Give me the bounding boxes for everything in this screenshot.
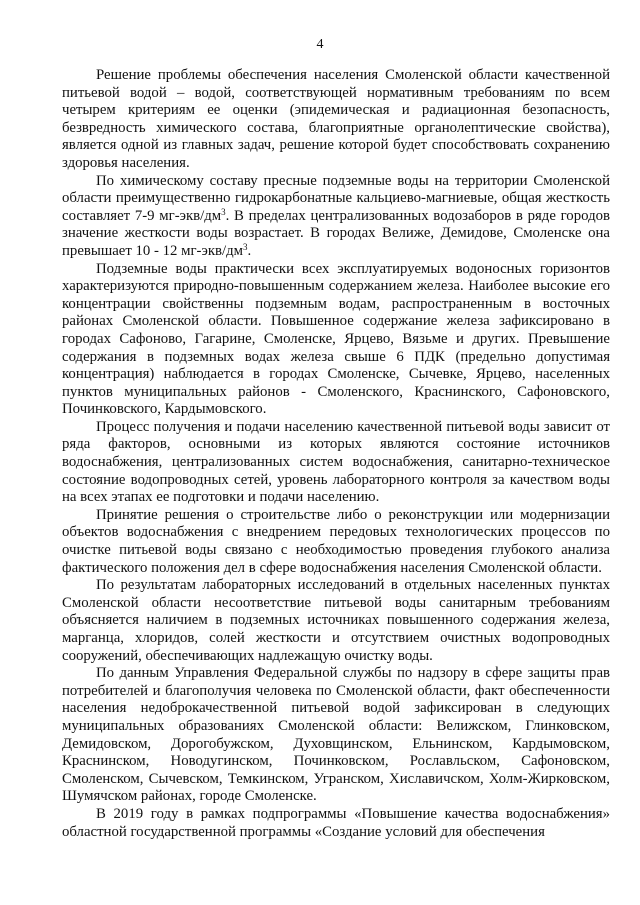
page-number: 4 [316, 37, 324, 52]
paragraph-2-text-b: . В пределах централизованных водозаборов в ряде городов значение жесткости воды возрастает. В городах Велиже, Демидове, Смоленске она превышает 10 - 12 мг-экв/дм [62, 207, 610, 259]
paragraph-2 [62, 173, 610, 261]
paragraph-4: Процесс получения и подачи населению качественной питьевой воды зависит от ряда факторов, основными из которых являются состояние источников водоснабжения, централизованных систем водоснабжения, санитарно-техническое состояние водопроводных сетей, уровень лабораторного контроля за качеством воды на всех этапах ее подготовки и подачи населению. [62, 418, 610, 506]
paragraph-5: Принятие решения о строительстве либо о реконструкции или модернизации объектов водоснабжения с внедрением передовых технологических процессов по очистке питьевой воды связано с необходимостью проведения глубокого анализа фактического положения дел в сфере водоснабжения населения Смоленской области. [62, 506, 610, 576]
paragraph-7: По данным Управления Федеральной службы по надзору в сфере защиты прав потребителей и благополучия человека по Смоленской области, факт обеспеченности населения недоброкачественной питьевой водой зафиксирован в следующих муниципальных образованиях Смоленской области: Велижском, Глинковском, Демидовском, Дорогобужском, Духовщинском, Ельнинском, Кардымовском, Краснинском, Новодугинском, Починковском, Рославльском, Сафоновском, Смоленском, Сычевском, Темкинском, Угранском, Хиславичском, Холм-Жирковском, Шумячском районах, городе Смоленске. [62, 665, 610, 805]
paragraph-6: По результатам лабораторных исследований в отдельных населенных пунктах Смоленской области несоответствие питьевой воды санитарным требованиям объясняется наличием в подземных источниках повышенного содержания железа, марганца, хлоридов, солей жесткости и отсутствием очистных водопроводных сооружений, обеспечивающих надлежащую очистку воды. [62, 577, 610, 664]
paragraph-3: Подземные воды практически всех эксплуатируемых водоносных горизонтов характеризуются природно-повышенным содержанием железа. Наиболее высокие его концентрации свойственны подземным водам, распространенным в восточных районах Смоленской области. Повышенное содержание железа зафиксировано в городах Сафоново, Гагарине, Смоленске, Ярцево, Вязьме и других. Превышение содержания в подземных водах железа свыше 6 ПДК (предельно допустимая концентрация) наблюдается в городах Смоленске, Сычевке, Ярцево, населенных пунктов муниципальных районов - Смоленского, Краснинского, Сафоновского, Починковского, Кардымовского. [62, 260, 610, 418]
paragraph-2-text-c: . [247, 242, 252, 259]
superscript-3: 3 [221, 206, 226, 217]
superscript-3: 3 [243, 241, 248, 252]
body-text [62, 67, 610, 841]
paragraph-2-text-a: По химическому составу пресные подземные воды на территории Смоленской области преимущественно гидрокарбонатные кальциево-магниевые, общая жесткость составляет 7-9 мг-экв/дм [62, 172, 610, 224]
paragraph-8: В 2019 году в рамках подпрограммы «Повышение качества водоснабжения» областной государственной программы «Создание условий для обеспечения [62, 805, 610, 840]
paragraph-1: Решение проблемы обеспечения населения Смоленской области качественной питьевой водой – водой, соответствующей нормативным требованиям по всем четырем критериям ее оценки (эпидемическая и радиационная безопасность, безвредность химического состава, благоприятные органолептические свойства), является одной из главных задач, решение которой будет способствовать сохранению здоровья населения. [62, 67, 610, 171]
